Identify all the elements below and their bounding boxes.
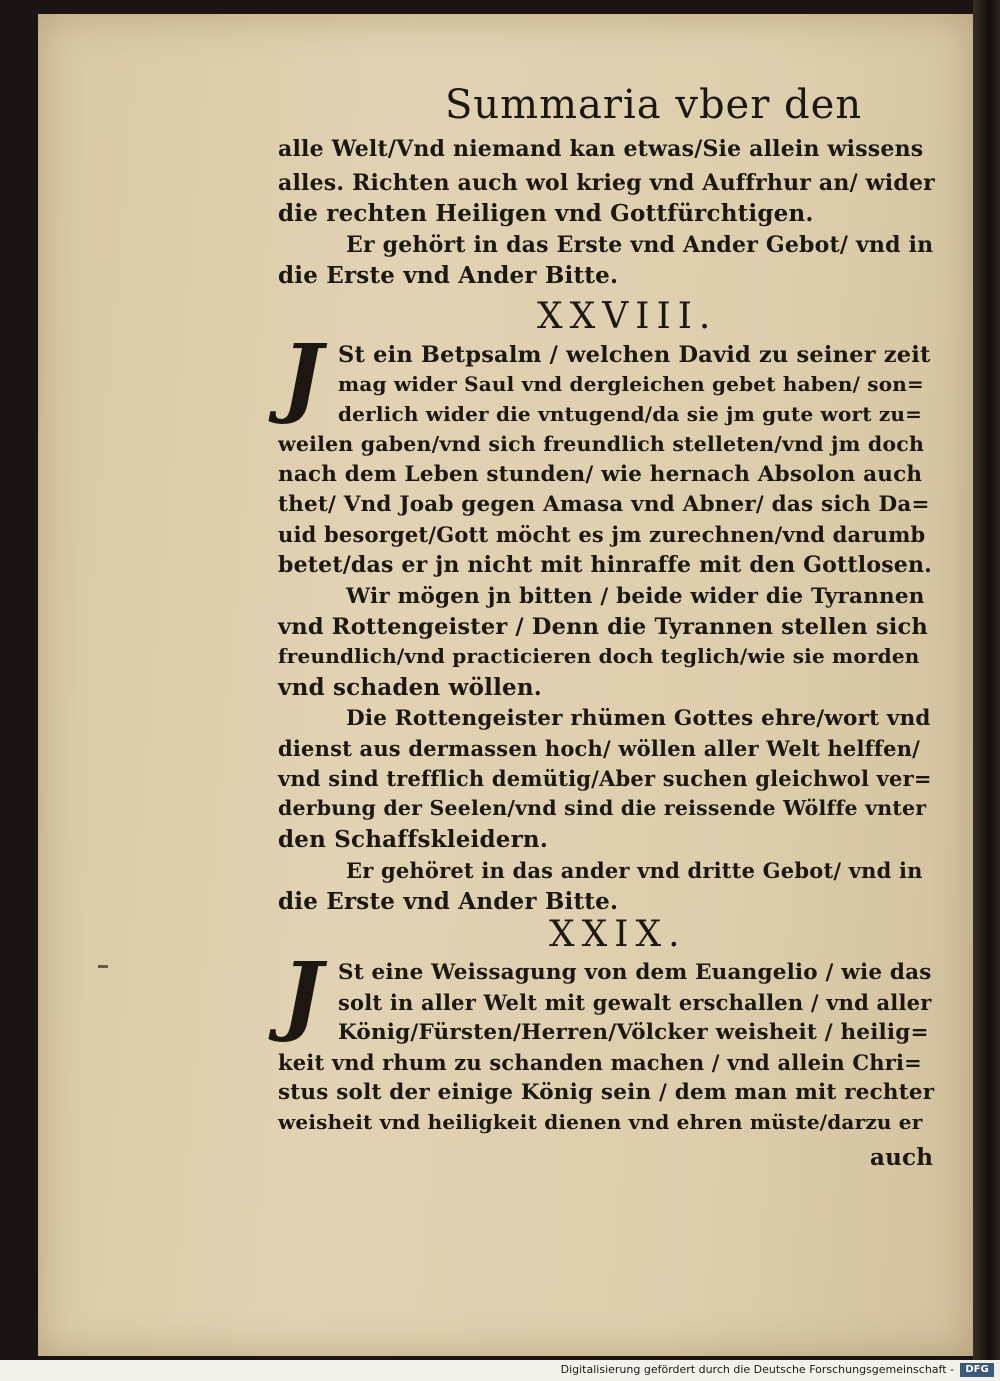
text-line: freundlich/vnd practicieren doch teglich/wie sie morden: [278, 644, 920, 668]
text-line: derlich wider die vntugend/da sie jm gute wort zu=: [338, 402, 923, 426]
text-line: Wir mögen jn bitten / beide wider die Tyrannen: [346, 584, 925, 609]
text-line: vnd schaden wöllen.: [278, 674, 542, 701]
drop-initial: J: [282, 944, 323, 1045]
text-line: uid besorget/Gott möcht es jm zurechnen/vnd darumb: [278, 522, 926, 547]
text-line: weilen gaben/vnd sich freundlich stelleten/vnd jm doch: [278, 432, 925, 456]
text-line: Er gehört in das Erste vnd Ander Gebot/ vnd in: [346, 232, 934, 258]
text-line: vnd Rottengeister / Denn die Tyrannen stellen sich: [278, 614, 928, 640]
text-line: Die Rottengeister rhümen Gottes ehre/wort vnd: [346, 706, 931, 731]
text-line: stus solt der einige König sein / dem man mit rechter: [278, 1080, 935, 1105]
text-line: dienst aus dermassen hoch/ wöllen aller Welt helffen/: [278, 736, 921, 761]
margin-mark: [98, 965, 108, 968]
text-line: alles. Richten auch wol krieg vnd Auffrhur an/ wider: [278, 170, 935, 196]
running-header: Summaria vber den: [445, 82, 863, 128]
text-line: alle Welt/Vnd niemand kan etwas/Sie allein wissens: [278, 136, 924, 162]
text-line: St eine Weissagung von dem Euangelio / wie das: [338, 960, 932, 985]
text-line: St ein Betpsalm / welchen David zu seiner zeit: [338, 342, 931, 368]
drop-initial: J: [282, 326, 323, 427]
footer-bar: [0, 1360, 1000, 1381]
text-line: König/Fürsten/Herren/Völcker weisheit / heilig=: [338, 1020, 929, 1045]
dfg-logo: DFG: [960, 1363, 994, 1377]
text-line: betet/das er jn nicht mit hinraffe mit den Gottlosen.: [278, 552, 933, 578]
text-line: derbung der Seelen/vnd sind die reissende Wölffe vnter: [278, 796, 927, 820]
text-line: nach dem Leben stunden/ wie hernach Absolon auch: [278, 462, 923, 487]
catchword: auch: [870, 1144, 934, 1171]
text-line: die Erste vnd Ander Bitte.: [278, 262, 619, 289]
text-line: Er gehöret in das ander vnd dritte Gebot/ vnd in: [346, 858, 923, 883]
text-line: die rechten Heiligen vnd Gottfürchtigen.: [278, 200, 814, 227]
text-line: die Erste vnd Ander Bitte.: [278, 888, 619, 915]
book-edge: [973, 0, 1000, 1360]
text-line: solt in aller Welt mit gewalt erschallen / vnd aller: [338, 990, 932, 1015]
section-heading-28: XXVIII.: [537, 296, 718, 337]
text-line: mag wider Saul vnd dergleichen gebet haben/ son=: [338, 372, 924, 396]
text-line: vnd sind trefflich demütig/Aber suchen gleichwol ver=: [278, 766, 932, 791]
funding-credit: Digitalisierung gefördert durch die Deutsche Forschungsgemeinschaft -: [560, 1363, 954, 1376]
section-heading-29: XXIX.: [549, 914, 687, 955]
text-line: keit vnd rhum zu schanden machen / vnd allein Chri=: [278, 1050, 922, 1075]
text-line: thet/ Vnd Joab gegen Amasa vnd Abner/ das sich Da=: [278, 492, 930, 517]
text-line: weisheit vnd heiligkeit dienen vnd ehren müste/darzu er: [278, 1110, 923, 1134]
text-line: den Schaffskleidern.: [278, 826, 549, 853]
